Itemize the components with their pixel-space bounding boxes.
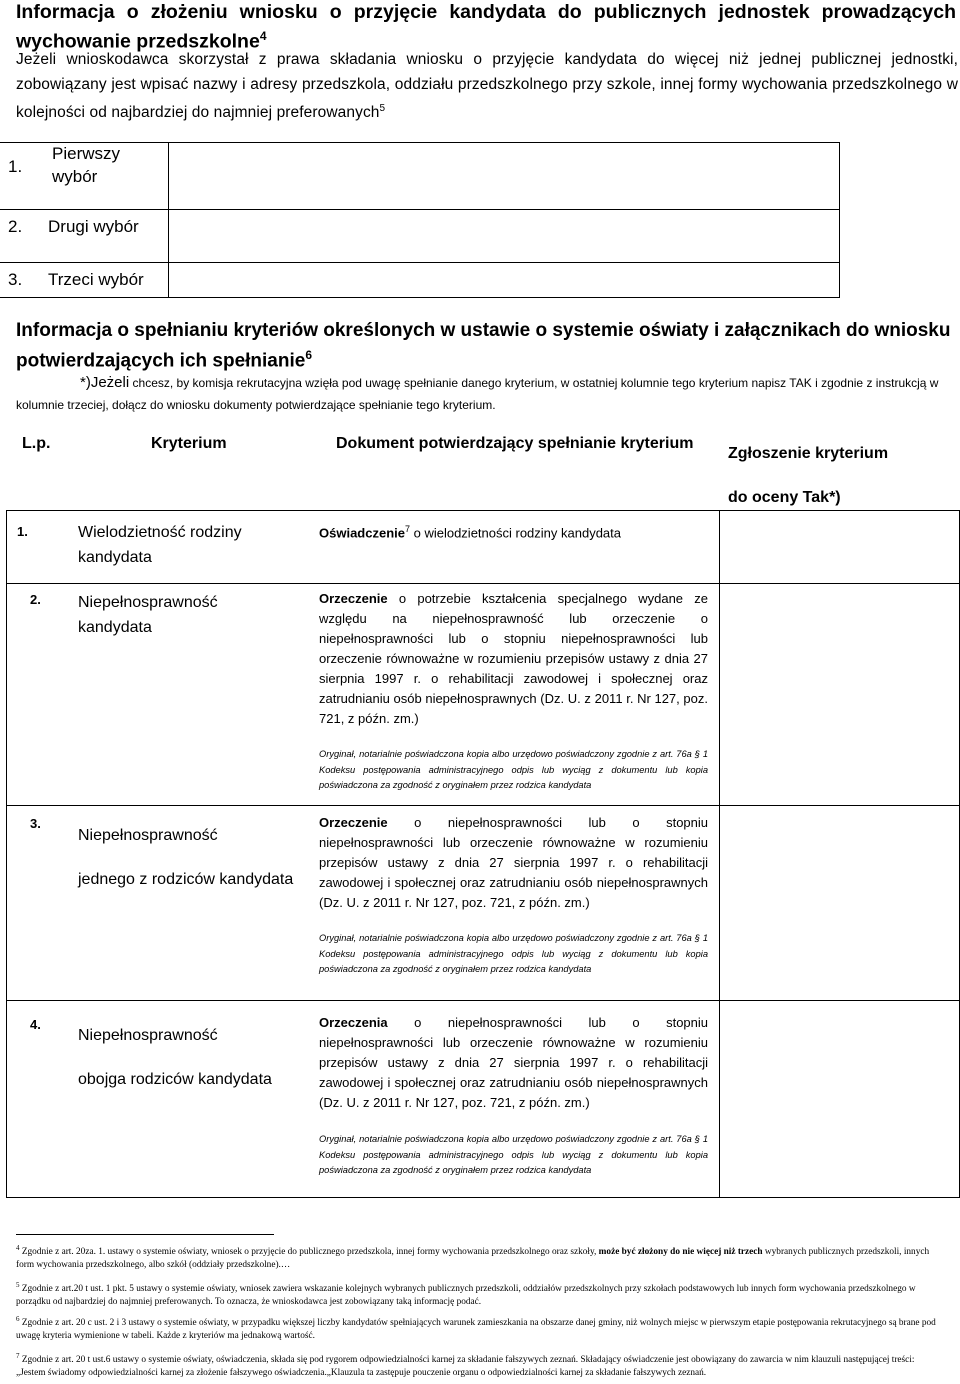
row-number: 2. — [30, 592, 41, 607]
footnote: $^6$ Zgodnie z art. 20 c ust. 2 i 3 ustawy o systemie oświaty, w przypadku większej liczby kandydatów spełniających warunek zamieszkania na obszarze danej gminy, niż wolnych miejsc w pierwszym etapie postępowania rekrutacyjnego są brane pod uwagę kryteria wymienione w tabeli. Każde z kryteriów ma jednakową wartość. — [16, 1315, 936, 1341]
table-line — [6, 583, 960, 584]
table-line — [0, 142, 840, 143]
section2-note: *)Jeżeli chcesz, by komisja rekrutacyjna wzięła pod uwagę spełnianie danego kryterium, w ostatniej kolumnie tego kryterium napisz TAK i zgodnie z instrukcją w kolumnie trzeciej, dołącz do wniosku dokumenty potwierdzające spełnianie tego kryterium. — [16, 374, 939, 412]
choice-number: 2. — [8, 217, 23, 236]
table-line — [168, 142, 169, 298]
criterion-document-note: Oryginał, notarialnie poświadczona kopia albo urzędowo poświadczony zgodnie z art. 76a § 1 Kodeksu postępowania administracyjnego odpis lub wyciąg z dokumentu lub kopia poświadczona za zgodność z oryginałem przez rodzica kandydata — [319, 1134, 708, 1175]
table-line — [6, 805, 960, 806]
table-line — [6, 1000, 960, 1001]
table-line — [6, 510, 7, 1198]
criterion-name: Niepełnosprawność obojga rodziców kandydata — [78, 1027, 272, 1088]
table-line — [719, 510, 720, 1198]
criterion-document: Orzeczenie o niepełnosprawności lub o stopniu niepełnosprawności lub orzeczenie równoważne w rozumieniu przepisów ustawy z dnia 27 sierpnia 1997 r. o rehabilitacji zawodowej i społecznej oraz zatrudnianiu osób niepełnosprawnych (Dz. U. z 2011 r. Nr 127, poz. 721, z późn. zm.) — [319, 815, 708, 910]
footnote: $^4$ Zgodnie z art. 20za. 1. ustawy o systemie oświaty, wniosek o przyjęcie do publicznego przedszkola, innej formy wychowania przedszkolnego oraz szkoły, może być złożony do nie więcej niż trzech wybranych publicznych przedszkoli, innych form wychowania przedszkolnego, albo szkół (oddziały przedszkolne).… — [16, 1244, 930, 1270]
table-line — [0, 262, 840, 263]
header-lp: L.p. — [22, 435, 51, 452]
criterion-document: Orzeczenie o potrzebie kształcenia specjalnego wydane ze względu na niepełnosprawność lub orzeczenie o niepełnosprawności lub o stopniu niepełnosprawności lub orzeczenie równoważne w rozumieniu przepisów ustawy z dnia 27 sierpnia 1997 r. o rehabilitacji zawodowej i społecznej oraz zatrudnianiu osób niepełnosprawnych (Dz. U. z 2011 r. Nr 127, poz. 721, z późn. zm.) — [319, 591, 708, 726]
row-number: 3. — [30, 816, 41, 831]
criterion-document: Orzeczenia o niepełnosprawności lub o stopniu niepełnosprawności lub orzeczenie równoważne w rozumieniu przepisów ustawy z dnia 27 sierpnia 1997 r. o rehabilitacji zawodowej i społecznej oraz zatrudnianiu osób niepełnosprawnych (Dz. U. z 2011 r. Nr 127, poz. 721, z późn. zm.) — [319, 1015, 708, 1110]
criterion-document: Oświadczenie$^7$ o wielodzietności rodziny kandydata — [319, 524, 622, 541]
table-line — [6, 1197, 960, 1198]
choice-number: 1. — [8, 157, 23, 176]
footnote-ref: 4 — [259, 29, 267, 43]
header-zgloszenie: Zgłoszenie kryterium do oceny Tak*) — [728, 445, 889, 506]
table-line — [6, 510, 960, 511]
choice-label: Drugi wybór — [48, 217, 139, 236]
criterion-name: Niepełnosprawność jednego z rodziców kandydata — [78, 827, 294, 888]
footnote-ref: 6 — [305, 348, 313, 362]
footnote-ref: 5 — [379, 103, 386, 114]
choices-table — [0, 142, 840, 298]
section1-title: Informacja o złożeniu wniosku o przyjęcie kandydata do publicznych jednostek prowadzących wychowanie przedszkolne$^4$ — [16, 1, 956, 53]
choice-label: Trzeci wybór — [48, 270, 144, 289]
criterion-document-note: Oryginał, notarialnie poświadczona kopia albo urzędowo poświadczony zgodnie z art. 76a § 1 Kodeksu postępowania administracyjnego odpis lub wyciąg z dokumentu lub kopia poświadczona za zgodność z oryginałem przez rodzica kandydata — [319, 749, 708, 790]
footnote: $^5$ Zgodnie z art.20 t ust. 1 pkt. 5 ustawy o systemie oświaty, wniosek zawiera wskazanie kolejnych wybranych publicznych przedszkoli, oddziałów przedszkolnych przy szkołach podstawowych lub innych form wychowania przedszkolnego w porządku od najbardziej do najmniej preferowanych. To oznacza, że wnioskodawca jest zobowiązany taką informację podać. — [16, 1281, 916, 1307]
footnotes — [16, 1242, 944, 1384]
header-kryterium: Kryterium — [151, 435, 227, 452]
table-line — [0, 297, 840, 298]
table-line — [0, 209, 840, 210]
footnote: $^7$ Zgodnie z art. 20 t ust.6 ustawy o systemie oświaty, oświadczenia, składa się pod rygorem odpowiedzialności karnej za składanie fałszywych zeznań. Składający oświadczenie jest obowiązany do zawarcia w nim klauzuli następującej treści: „Jestem świadomy odpowiedzialności karnej za złożenie fałszywego oświadczenia.„Klauzula ta zastępuje pouczenie organu o odpowiedzialności karnej za składanie fałszywych zeznań. — [16, 1352, 915, 1378]
choice-label: Pierwszy — [52, 144, 121, 163]
row-number: 4. — [30, 1017, 41, 1032]
choice-label: wybór — [52, 167, 98, 186]
header-dokument: Dokument potwierdzający spełnianie kryterium — [336, 435, 694, 452]
row-number: 1. — [17, 524, 28, 539]
criterion-name: Niepełnosprawność kandydata — [78, 594, 218, 636]
table-line — [839, 142, 840, 298]
criterion-name: Wielodzietność rodziny kandydata — [78, 524, 242, 566]
footnote-rule — [16, 1234, 274, 1235]
section2-title: Informacja o spełnianiu kryteriów określonych w ustawie o systemie oświaty i załącznikach do wniosku potwierdzających ich spełnianie$^6$ — [16, 320, 951, 372]
section1-paragraph: Jeżeli wnioskodawca skorzystał z prawa składania wniosku o przyjęcie kandydata do więcej niż jednej publicznej jednostki, zobowiązany jest wpisać nazwy i adresy przedszkola, oddziału przedszkolnego przy szkole, innej formy wychowania przedszkolnego w kolejności od najbardziej do najmniej preferowanych$^5$ — [16, 51, 958, 122]
criterion-document-note: Oryginał, notarialnie poświadczona kopia albo urzędowo poświadczony zgodnie z art. 76a § 1 Kodeksu postępowania administracyjnego odpis lub wyciąg z dokumentu lub kopia poświadczona za zgodność z oryginałem przez rodzica kandydata — [319, 933, 708, 974]
choice-number: 3. — [8, 270, 23, 289]
